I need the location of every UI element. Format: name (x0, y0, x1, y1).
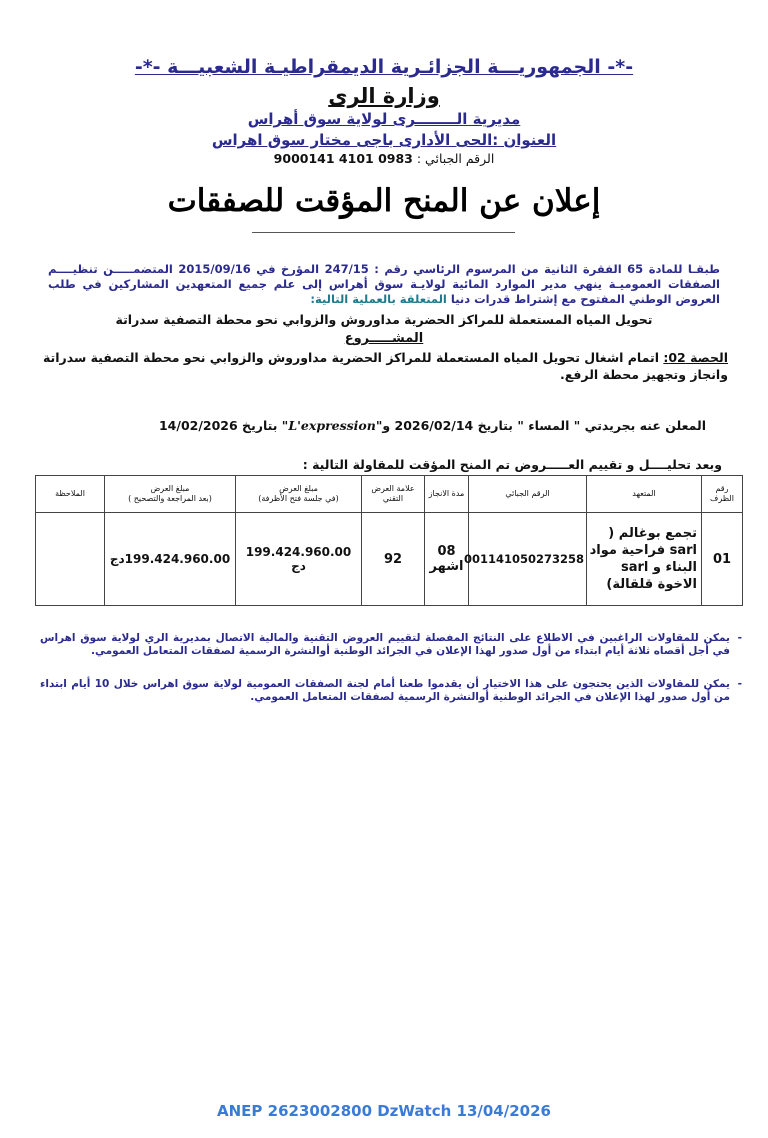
col-tech-score: علامة العرض التقني (362, 476, 425, 513)
ministry-header: وزارة الرى (328, 84, 440, 108)
lot-text: اتمام اشغال تحويل المياه المستعملة للمراكز الحضرية مداوروش والزوابي نحو محطة التصفية سدراتة وانجاز وتجهيز محطة الرفع. (42, 350, 728, 382)
announce-suffix: " بتاريخ 14/02/2026 (158, 418, 289, 433)
col-duration: مدة الانجاز (425, 476, 469, 513)
evaluation-line: وبعد تحليــــل و تقييم العـــــروض تم المنح المؤقت للمقاولة التالية : (302, 457, 722, 472)
cell-tax-id: 001141050273258 (469, 513, 587, 606)
col-envelope-no: رقم الظرف (702, 476, 743, 513)
tax-id-line (0, 151, 768, 166)
col-amount-opening (236, 476, 362, 513)
title-underline (252, 232, 515, 233)
col-remarks: الملاحظة (36, 476, 105, 513)
directorate-header: مديرية الــــــــرى لولاية سوق أهراس (247, 110, 521, 128)
announcement-line (66, 418, 706, 433)
cell-duration: 08 اشهر (425, 513, 469, 606)
intro-text: طبقـا للمادة 65 الفقرة الثانية من المرسوم الرئاسي رقم : 247/15 المؤرخ في 2015/09/16 المتضمـــــن تنظيــــم الصفقات العموميـة ينهي مدير الموارد المائية لولايـة سوق أهراس إلى علم جميع المتعهدين المشاركين في طلب العروض الوطني المفتوح مع إشتراط قدرات دنيا (48, 262, 720, 306)
col-tax-id: الرقم الجبائي (469, 476, 587, 513)
notice-title: إعلان عن المنح المؤقت للصفقات (167, 183, 601, 219)
tax-id-label: الرقم الجبائي : (416, 151, 495, 166)
col-amount-opening-title: مبلغ العرض (279, 484, 318, 493)
project-line: تحويل المياه المستعملة للمراكز الحضرية مداوروش والزوابي نحو محطة التصفية سدراتة (115, 312, 653, 327)
col-amount-opening-note: (في جلسة فتح الأظرفة) (258, 494, 339, 503)
note-item: - يمكن للمقاولات الذين يحتجون على هذا الاختيار أن يقدموا طعنا أمام لجنة الصفقات العمومية لولاية سوق اهراس خلال 10 أيام ابتداء من أول صدور لهذا الإعلان في الجرائد الوطنية أوالنشرة الرسمية لصفقات المتعامل العمومي. (40, 678, 730, 704)
cell-amount-opening: 199.424.960.00 دج (236, 513, 362, 606)
col-amount-corrected (105, 476, 236, 513)
col-amount-corrected-note: (بعد المراجعة والتصحيح ) (128, 494, 212, 503)
cell-amount-corrected: 199.424.960.00دج (105, 513, 236, 606)
project-heading: المشـــــروع (344, 331, 424, 346)
note-item: - يمكن للمقاولات الراغبين في الاطلاع على النتائج المفصلة لتقييم العروض التقنية والمالية الاتصال بمديرية الري لولاية سوق اهراس في أجل أقصاه ثلاثة أيام ابتداء من أول صدور لهذا الإعلان في الجرائد الوطنية أوالنشرة الرسمية لصفقات المتعامل العمومي. (40, 632, 730, 658)
lot-description (38, 349, 728, 383)
cell-remarks (36, 513, 105, 606)
footer-reference: ANEP 2623002800 DzWatch 13/04/2026 (217, 1102, 551, 1120)
announce-paper: L'expression (288, 418, 376, 433)
intro-tail: المتعلقة بالعملية التالية: (310, 292, 447, 306)
address-header: العنوان :الحى الأدارى باجى مختار سوق اهراس (211, 131, 557, 149)
award-table (35, 475, 743, 606)
intro-paragraph (48, 262, 720, 307)
announce-prefix: المعلن عنه بجريدتي " المساء " بتاريخ 2026/02/14 و" (375, 418, 706, 433)
cell-bidder: تجمع بوغالم ( sarl فراحية مواد البناء و sarl الاخوة قلقالة) (587, 513, 702, 606)
cell-envelope-no: 01 (702, 513, 743, 606)
table-row (36, 513, 743, 606)
col-amount-corrected-title: مبلغ العرض (150, 484, 190, 493)
cell-tech-score: 92 (362, 513, 425, 606)
table-header-row (36, 476, 743, 513)
republic-header: -*- الجمهوريـــة الجزائـرية الديمقراطيـة الشعبيـــة -*- (134, 56, 634, 78)
tax-id-value: 0983 4101 9000141 (273, 151, 413, 166)
col-bidder: المتعهد (587, 476, 702, 513)
lot-label: الحصة 02: (663, 350, 728, 365)
